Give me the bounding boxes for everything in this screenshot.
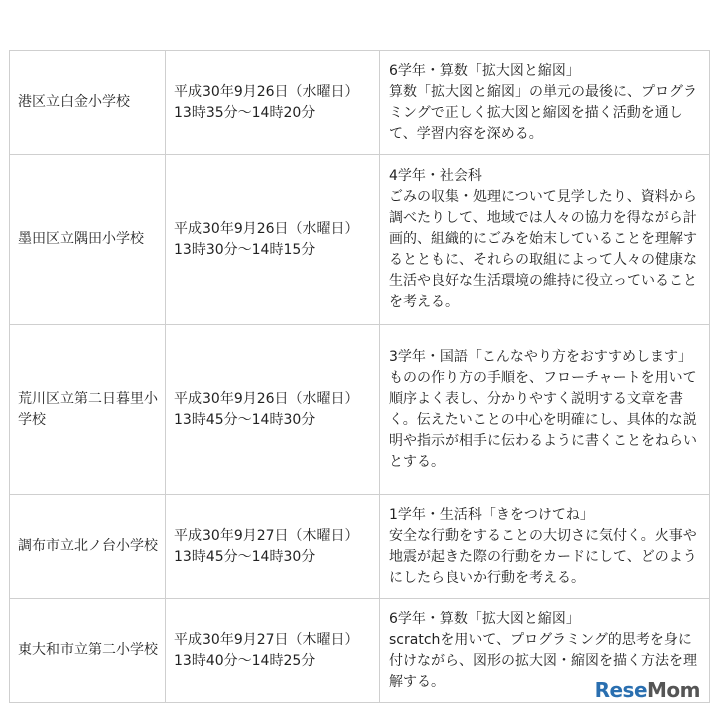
lesson-description: 算数「拡大図と縮図」の単元の最後に、プログラミングで正しく拡大図と縮図を描く活動を通して、学習内容を深める。 <box>389 83 697 142</box>
lesson-subject: 3学年・国語「こんなやり方をおすすめします」 <box>389 348 693 365</box>
schedule-table-container <box>9 50 709 703</box>
table-row <box>10 325 710 495</box>
school-name: 東大和市立第二小学校 <box>10 599 166 703</box>
table-row <box>10 51 710 155</box>
lesson-subject: 6学年・算数「拡大図と縮図」 <box>389 610 580 627</box>
lesson-details <box>380 495 710 599</box>
lesson-details <box>380 325 710 495</box>
school-name: 調布市立北ノ台小学校 <box>10 495 166 599</box>
table-row <box>10 155 710 325</box>
lesson-subject: 6学年・算数「拡大図と縮図」 <box>389 62 580 79</box>
lesson-datetime: 平成30年9月26日（水曜日）13時45分～14時30分 <box>166 325 380 495</box>
school-name: 荒川区立第二日暮里小学校 <box>10 325 166 495</box>
table-row <box>10 495 710 599</box>
logo-text-part2: Mom <box>647 678 700 702</box>
logo-text-part1: Rese <box>594 678 648 702</box>
resemom-watermark-logo <box>595 678 700 702</box>
lesson-subject: 4学年・社会科 <box>389 168 482 184</box>
lesson-details <box>380 51 710 155</box>
schedule-table <box>9 50 710 703</box>
school-name: 港区立白金小学校 <box>10 51 166 155</box>
lesson-description: scratchを用いて、プログラミング的思考を身に付けながら、図形の拡大図・縮図を描く方法を理解する。 <box>389 631 697 690</box>
lesson-datetime: 平成30年9月26日（水曜日）13時35分～14時20分 <box>166 51 380 155</box>
lesson-description: ものの作り方の手順を、フローチャートを用いて順序よく表し、分かりやすく説明する文章を書く。伝えたいことの中心を明確にし、具体的な説明や指示が相手に伝わるように書くことをねらいとする。 <box>389 369 697 470</box>
lesson-datetime: 平成30年9月27日（木曜日）13時40分～14時25分 <box>166 599 380 703</box>
lesson-datetime: 平成30年9月27日（木曜日）13時45分～14時30分 <box>166 495 380 599</box>
lesson-description: ごみの収集・処理について見学したり、資料から調べたりして、地域では人々の協力を得ながら計画的、組織的にごみを始末していることを理解するとともに、それらの取組によって人々の健康な生活や良好な生活環境の維持に役立っていることを考える。 <box>389 189 697 310</box>
lesson-subject: 1学年・生活科「きをつけてね」 <box>389 506 594 523</box>
school-name: 墨田区立隅田小学校 <box>10 155 166 325</box>
lesson-details <box>380 155 710 325</box>
lesson-description: 安全な行動をすることの大切さに気付く。火事や地震が起きた際の行動をカードにして、どのようにしたら良いか行動を考える。 <box>389 527 697 586</box>
lesson-datetime: 平成30年9月26日（水曜日）13時30分～14時15分 <box>166 155 380 325</box>
